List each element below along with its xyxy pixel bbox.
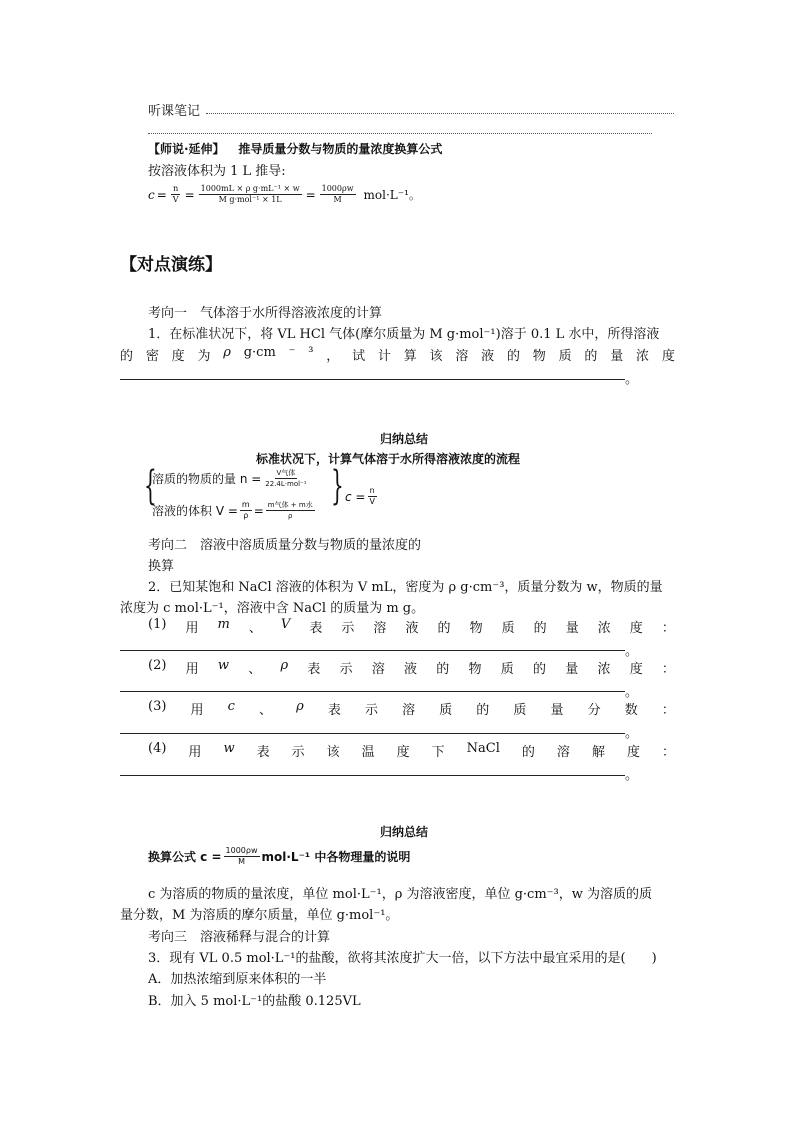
sub-4-word: 用	[188, 745, 202, 760]
sub-2-word: 用	[185, 662, 199, 677]
teacher-extension-title	[148, 140, 442, 157]
sub-4-word: 度	[396, 745, 410, 760]
sub-4-word: (4)	[148, 741, 167, 756]
direction-1: 考向一 气体溶于水所得溶液浓度的计算	[148, 306, 383, 321]
sub-3-word: ：	[661, 703, 675, 718]
question-1-line-2	[120, 345, 675, 364]
q1-line-2-word: 质	[558, 349, 572, 364]
answer-line-sub-1	[120, 650, 625, 651]
q1-line-2-word: 计	[377, 349, 391, 364]
sub-4-word: 该	[326, 745, 340, 760]
sub-1-word: 量	[565, 621, 579, 636]
sub-1-word: 液	[405, 621, 419, 636]
notes-label: 听课笔记	[148, 104, 201, 119]
q1-line-2-word: 该	[429, 349, 443, 364]
summary-2-title: 归纳总结	[380, 825, 429, 839]
q1-line-2-word: 量	[610, 349, 624, 364]
sub-1-word: 的	[533, 621, 547, 636]
sub-4-word: 温	[361, 745, 375, 760]
sub-2-word: 量	[565, 662, 579, 677]
sub-3-word: 、	[259, 703, 273, 718]
sub-3-word: c	[227, 699, 235, 714]
sub-1-word: V	[280, 617, 291, 632]
sub-4-word: 示	[291, 745, 305, 760]
question-2-line-2: 浓度为 c mol·L⁻¹，溶液中含 NaCl 的质量为 m g。	[120, 601, 425, 616]
answer-line-sub-3	[120, 733, 625, 734]
sub-3-word: 质	[513, 703, 527, 718]
sub-4-word: 度	[626, 745, 640, 760]
sub-2-word: 度	[629, 662, 643, 677]
q1-line-2-word: ，	[326, 349, 340, 364]
sub-1-word: 物	[469, 621, 483, 636]
question-1-line-1: 1．在标准状况下，将 VL HCl 气体(摩尔质量为 M g·mol⁻¹)溶于 0.1 L 水中，所得溶液	[148, 327, 660, 342]
sub-3-word: 量	[550, 703, 564, 718]
sub-2-word: 液	[404, 662, 418, 677]
sub-3-word: (3)	[148, 699, 167, 714]
sub-4-word: 下	[431, 745, 445, 760]
sub-3-word: ρ	[296, 699, 304, 714]
question-3-stem: 3．现有 VL 0.5 mol·L⁻¹的盐酸，欲将其浓度扩大一倍，以下方法中最宜采用的是( )	[148, 951, 657, 966]
derivation-formula: c = $\frac{n}{V}$ = $\frac{\text{1000mL × ρ g·mL⁻¹ × w}}{\text{M g·mol⁻¹ × 1L}}$ = $\frac{1000\rho w}{M}$ mol·L⁻¹。	[148, 184, 421, 204]
direction-3: 考向三 溶液稀释与混合的计算	[148, 930, 331, 945]
sub-4-word: w	[223, 741, 235, 756]
sub-4-word: 表	[256, 745, 270, 760]
sub-1-word: m	[217, 617, 230, 632]
sub-2-word: (2)	[148, 658, 167, 673]
flow-result: c = $\frac{n}{V}$	[345, 486, 375, 506]
sub-2-word: 的	[436, 662, 450, 677]
fraction-result: $\frac{1000\rho w}{M}$	[321, 184, 354, 204]
sub-1-word: 度	[629, 621, 643, 636]
summary-2-explain-1: c 为溶质的物质的量浓度，单位 mol·L⁻¹，ρ 为溶液密度，单位 g·cm⁻³，w 为溶质的质	[148, 887, 652, 902]
sub-1-word: 的	[437, 621, 451, 636]
q1-line-2-word: ³	[308, 345, 314, 360]
flow-row-1: 溶质的物质的量 n = $\frac{\text{V气体}}{\text{22.4L·mol⁻¹}}$	[152, 469, 307, 488]
direction-2-line-1: 考向二 溶液中溶质质量分数与物质的量浓度的	[148, 538, 422, 553]
sub-2-word: 浓	[597, 662, 611, 677]
sub-4-word: ：	[661, 745, 675, 760]
q1-line-2-word: 为	[197, 349, 211, 364]
teacher-title: 推导质量分数与物质的量浓度换算公式	[238, 142, 443, 156]
q1-line-2-word: 的	[506, 349, 520, 364]
fraction-n-over-v: $\frac{n}{V}$	[172, 184, 179, 204]
q1-line-2-word: ρ	[223, 345, 231, 360]
sub-3-word: 溶	[402, 703, 416, 718]
teacher-tag: 【师说·延伸】	[148, 142, 225, 156]
answer-line-sub-2	[120, 691, 625, 692]
sub-1-word: ：	[661, 621, 675, 636]
answer-line-sub-4	[120, 775, 625, 776]
sub-1-word: (1)	[148, 617, 167, 632]
flow-row-2: 溶液的体积 V = $\frac{m}{\rho}$ = $\frac{\text{m气体 + m水}}{\rho}$	[152, 500, 313, 520]
question-2-sub-4	[148, 741, 675, 760]
sub-2-word: 、	[248, 662, 262, 677]
right-brace: }	[331, 463, 344, 509]
sub-1-word: 示	[341, 621, 355, 636]
sub-1-word: 表	[309, 621, 323, 636]
sub-4-word: 解	[591, 745, 605, 760]
question-2-sub-1	[148, 617, 675, 636]
sub-4-word: 溶	[556, 745, 570, 760]
summary-2-formula: 换算公式 c = $\frac{1000\rho w}{M}$ mol·L⁻¹ 中各物理量的说明	[148, 846, 411, 866]
sub-3-word: 分	[587, 703, 601, 718]
q1-line-2-word: 算	[403, 349, 417, 364]
sub-3-word: 表	[327, 703, 341, 718]
q1-line-2-word: 度	[171, 349, 185, 364]
sub-3-word: 用	[190, 703, 204, 718]
q1-line-2-word: 度	[661, 349, 675, 364]
sub-2-word: 表	[307, 662, 321, 677]
q1-line-2-word: 溶	[455, 349, 469, 364]
sub-3-word: 的	[476, 703, 490, 718]
sub-1-word: 质	[501, 621, 515, 636]
practice-heading: 【对点演练】	[120, 255, 222, 275]
question-3-option-a: A．加热浓缩到原来体积的一半	[148, 972, 327, 987]
q1-line-2-word: 液	[481, 349, 495, 364]
sub-4-word: 的	[521, 745, 535, 760]
answer-end-sub-3: 。	[625, 726, 639, 741]
summary-1-title: 归纳总结	[380, 432, 429, 446]
answer-end-sub-1: 。	[625, 644, 639, 659]
q1-line-2-word: ⁻	[288, 345, 296, 360]
answer-end-q1: 。	[625, 372, 639, 387]
sub-3-word: 示	[364, 703, 378, 718]
q1-line-2-word: 的	[120, 349, 134, 364]
question-2-sub-3	[148, 699, 675, 718]
fraction-derivation: $\frac{\text{1000mL × ρ g·mL⁻¹ × w}}{\text{M g·mol⁻¹ × 1L}}$	[200, 184, 300, 204]
left-brace: {	[144, 463, 157, 509]
q1-line-2-word: 的	[584, 349, 598, 364]
sub-4-word: NaCl	[466, 741, 500, 756]
answer-line-q1	[120, 379, 625, 380]
summary-1-subtitle: 标准状况下，计算气体溶于水所得溶液浓度的流程	[256, 452, 521, 466]
q1-line-2-word: g·cm	[243, 345, 276, 360]
sub-3-word: 数	[624, 703, 638, 718]
answer-end-sub-2: 。	[625, 685, 639, 700]
answer-end-sub-4: 。	[625, 768, 639, 783]
summary-2-explain-2: 量分数，M 为溶质的摩尔质量，单位 g·mol⁻¹。	[120, 908, 399, 923]
q1-line-2-word: 密	[145, 349, 159, 364]
question-2-sub-2	[148, 658, 675, 677]
notes-line-1	[206, 113, 674, 114]
sub-2-word: ：	[661, 662, 675, 677]
question-3-option-b: B．加入 5 mol·L⁻¹的盐酸 0.125VL	[148, 994, 361, 1009]
sub-2-word: ρ	[280, 658, 289, 673]
sub-1-word: 、	[248, 621, 262, 636]
notes-line-2	[148, 133, 652, 134]
q1-line-2-word: 物	[532, 349, 546, 364]
q1-line-2-word: 浓	[636, 349, 650, 364]
q1-line-2-word: 试	[352, 349, 366, 364]
direction-2-line-2: 换算	[148, 559, 175, 574]
sub-3-word: 质	[439, 703, 453, 718]
sub-2-word: 的	[532, 662, 546, 677]
sub-1-word: 用	[185, 621, 199, 636]
sub-2-word: 示	[339, 662, 353, 677]
sub-2-word: w	[217, 658, 230, 673]
sub-2-word: 物	[468, 662, 482, 677]
teacher-intro: 按溶液体积为 1 L 推导:	[148, 164, 286, 179]
sub-2-word: 溶	[371, 662, 385, 677]
question-2-line-1: 2．已知某饱和 NaCl 溶液的体积为 V mL，密度为 ρ g·cm⁻³，质量分数为 w，物质的量	[148, 580, 663, 595]
sub-2-word: 质	[500, 662, 514, 677]
sub-1-word: 溶	[373, 621, 387, 636]
sub-1-word: 浓	[597, 621, 611, 636]
